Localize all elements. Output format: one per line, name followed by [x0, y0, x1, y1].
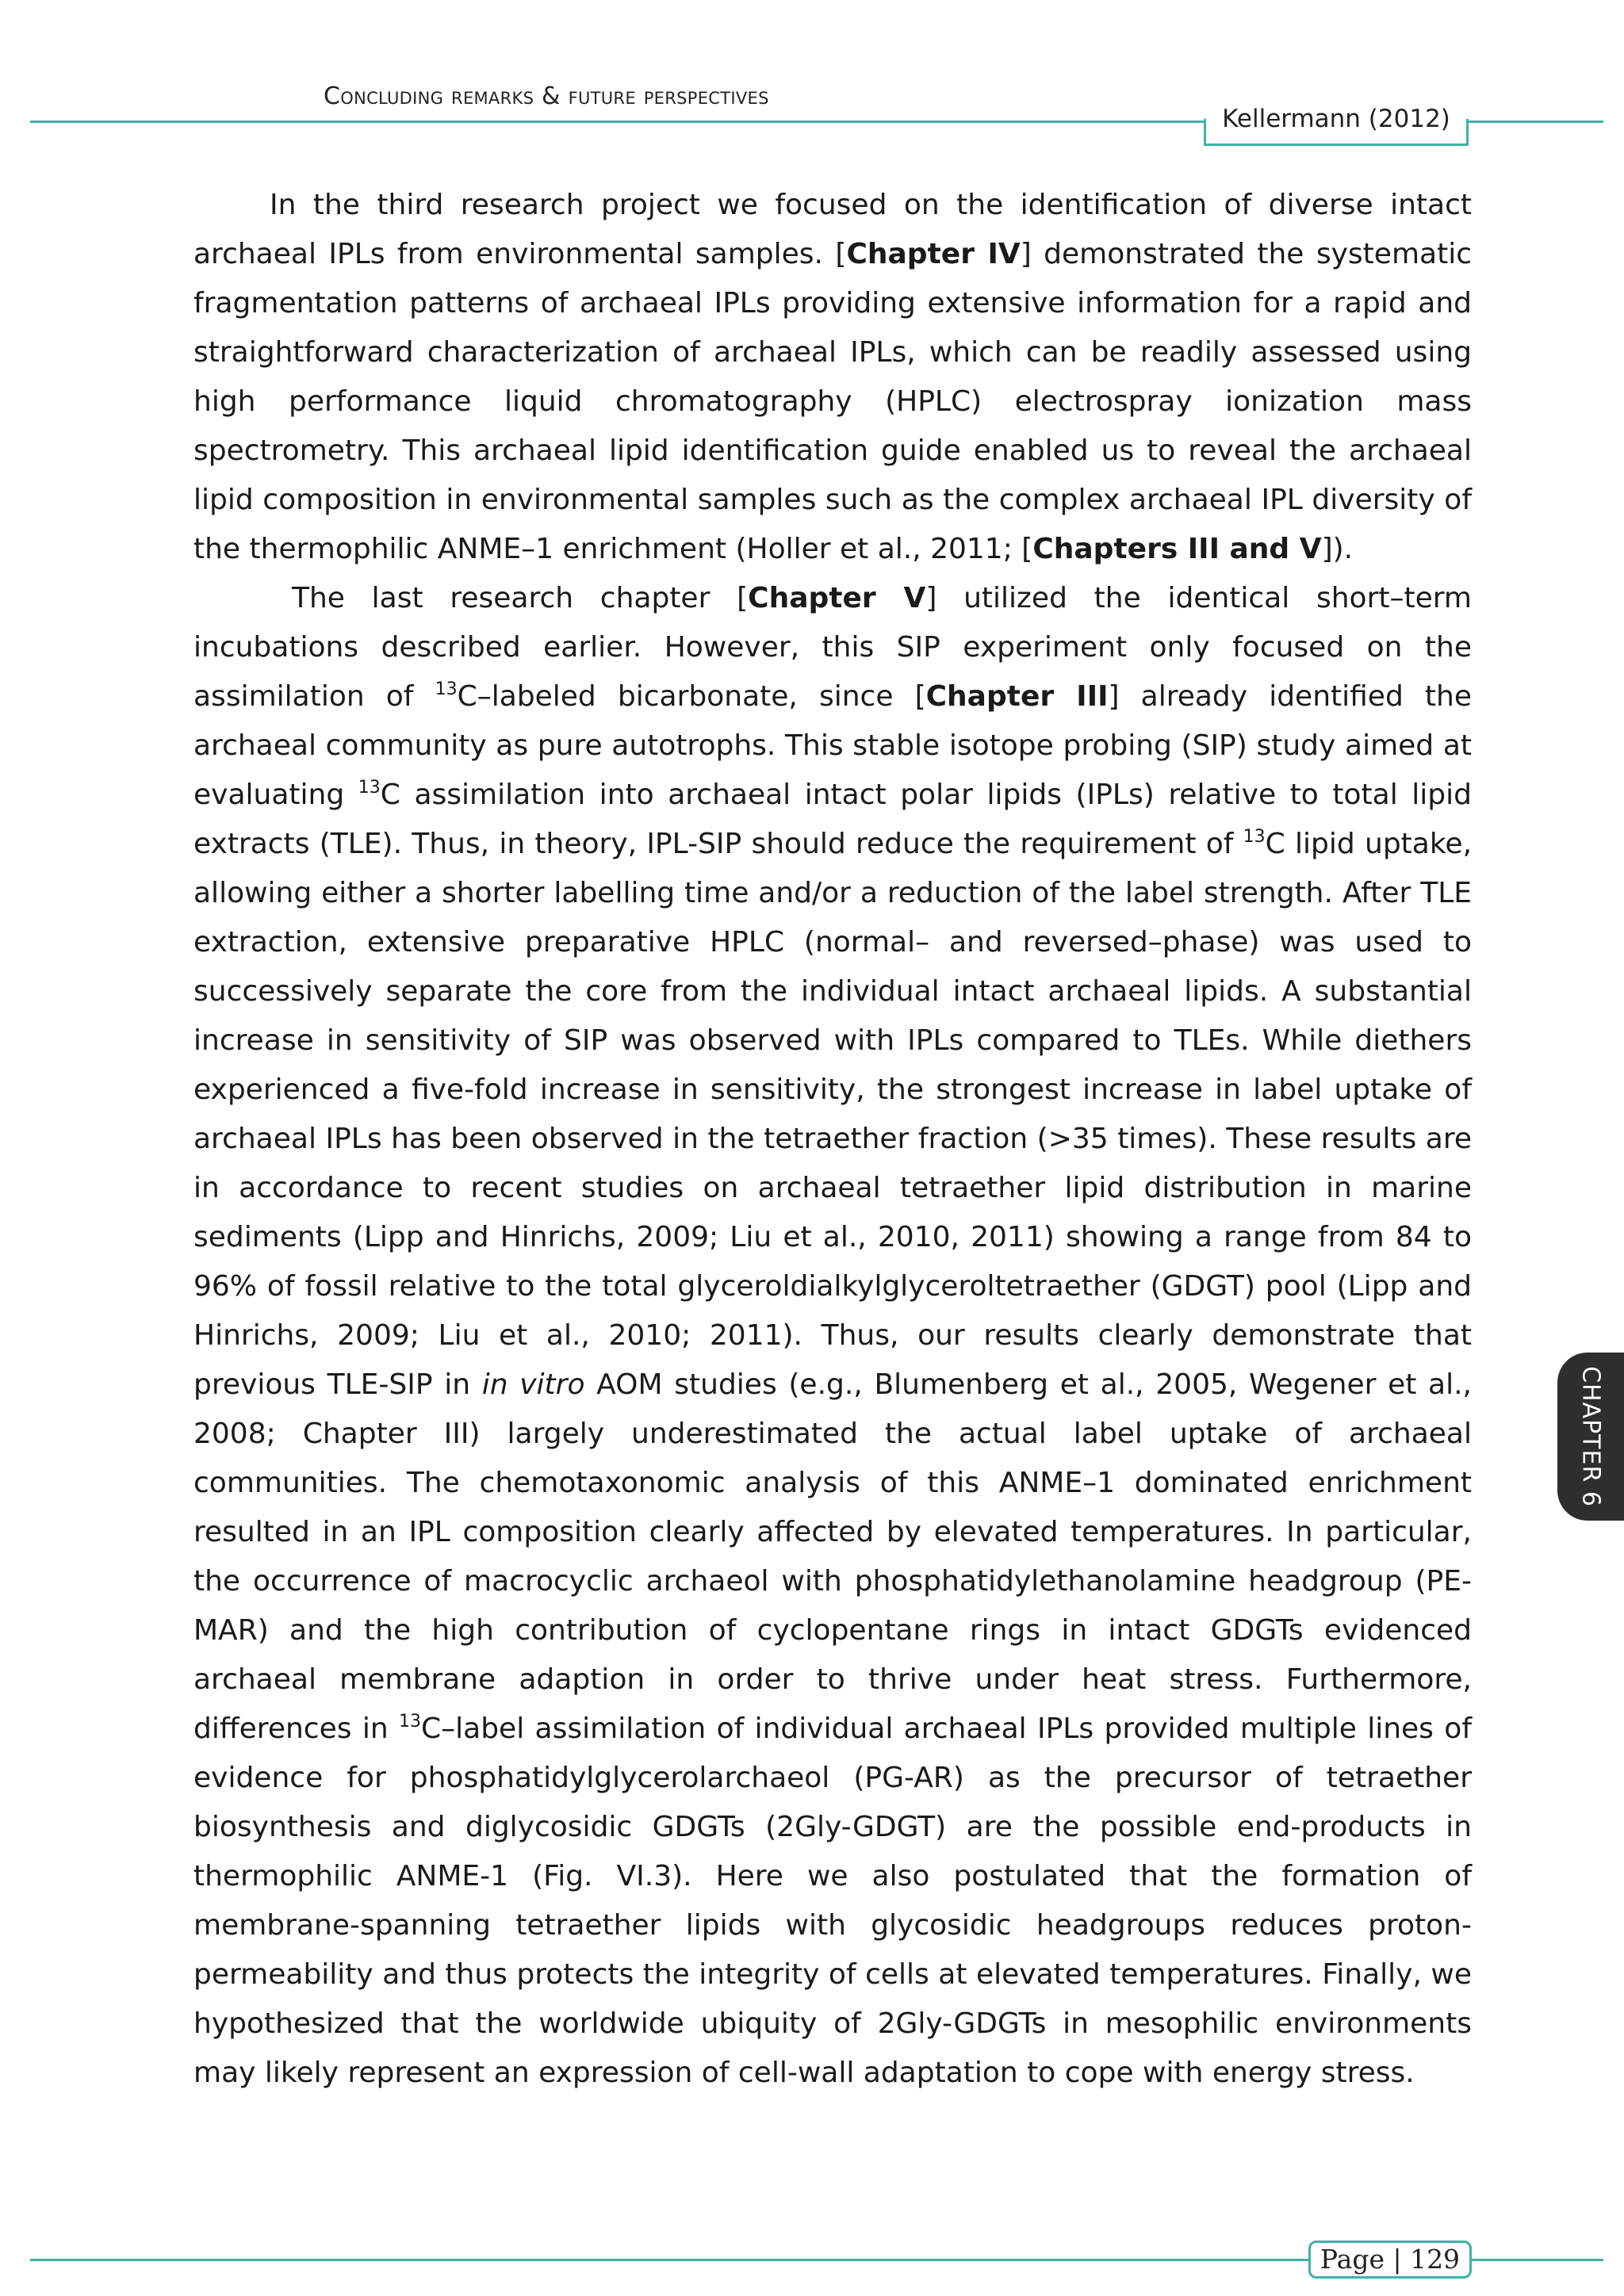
text-run: The last research chapter [ [292, 582, 749, 614]
text-run: In the third research project we focused on the identification of diverse intact archaeal IPLs from environmental samples. [ [193, 189, 1472, 270]
italic-term: in vitro [481, 1368, 585, 1401]
isotope-superscript: 13 [358, 778, 381, 798]
header-words-1: oncluding remarks [340, 82, 534, 110]
header-rule-right [1469, 121, 1603, 123]
text-run: ] utilized the identical short–term incubations described earlier. However, this SIP experiment only focused on the assimilation of [193, 582, 1472, 713]
footer-rule-right [1472, 2259, 1603, 2261]
chapter-side-tab [1557, 1353, 1624, 1521]
paragraph-2 [193, 574, 1472, 2098]
footer-rule-left [30, 2259, 1308, 2261]
text-run: ] demonstrated the systematic fragmentation patterns of archaeal IPLs providing extensive information for a rapid and straightforward characterization of archaeal IPLs, which can be readily assessed using high performance liquid chromatography (HPLC) electrospray ionization mass spectrometry. This archaeal lipid identification guide enabled us to reveal the archaeal lipid composition in environmental samples such as the complex archaeal IPL diversity of the thermophilic ANME–1 enrichment (Holler et al., 2011; [ [193, 238, 1472, 565]
text-run: C–label assimilation of individual archaeal IPLs provided multiple lines of evidence for phosphatidylglycerolarchaeol (PG-AR) as the precursor of tetraether biosynthesis and diglycosidic GDGTs (2Gly-GDGT) are the possible end-products in thermophilic ANME-1 (Fig. VI.3). Here we also postulated that the formation of membrane-spanning tetraether lipids with glycosidic headgroups reduces proton-permeability and thus protects the integrity of cells at elevated temperatures. Finally, we hypothesized that the worldwide ubiquity of 2Gly-GDGTs in mesophilic environments may likely represent an expression of cell-wall adaptation to cope with energy stress. [193, 1712, 1472, 2089]
text-run: ]). [1321, 533, 1354, 565]
chapter-reference: Chapter IV [846, 238, 1021, 270]
isotope-superscript: 13 [435, 679, 458, 699]
text-run: AOM studies (e.g., Blumenberg et al., 2005, Wegener et al., 2008; Chapter III) largely underestimated the actual label uptake of archaeal communities. The chemotaxonomic analysis of this ANME–1 dominated enrichment resulted in an IPL composition clearly affected by elevated temperatures. In particular, the occurrence of macrocyclic archaeol with phosphatidylethanolamine headgroup (PE-MAR) and the high contribution of cyclopentane rings in intact GDGTs evidenced archaeal membrane adaption in order to thrive under heat stress. Furthermore, differences in [193, 1368, 1472, 1745]
chapter-reference: Chapter V [748, 582, 926, 614]
chapter-reference: Chapter III [925, 680, 1109, 713]
isotope-superscript: 13 [399, 1712, 421, 1732]
text-run: C–labeled bicarbonate, since [ [457, 680, 926, 713]
running-header [324, 82, 769, 110]
page-number: Page | 129 [1308, 2241, 1472, 2279]
text-run: ] already identified the archaeal community as pure autotrophs. This stable isotope probing (SIP) study aimed at evaluating [193, 680, 1472, 811]
header-initial: C [324, 82, 341, 110]
header-rule-left [30, 121, 1205, 123]
text-run: C assimilation into archaeal intact polar lipids (IPLs) relative to total lipid extracts (TLE). Thus, in theory, IPL-SIP should reduce the requirement of [193, 779, 1472, 860]
isotope-superscript: 13 [1243, 827, 1266, 847]
text-run: C lipid uptake, allowing either a shorter labelling time and/or a reduction of the label strength. After TLE extraction, extensive preparative HPLC (normal– and reversed–phase) was used to successively separate the core from the individual intact archaeal lipids. A substantial increase in sensitivity of SIP was observed with IPLs compared to TLEs. While diethers experienced a five-fold increase in sensitivity, the strongest increase in label uptake of archaeal IPLs has been observed in the tetraether fraction (>35 times). These results are in accordance to recent studies on archaeal tetraether lipid distribution in marine sediments (Lipp and Hinrichs, 2009; Liu et al., 2010, 2011) showing a range from 84 to 96% of fossil relative to the total glyceroldialkylglyceroltetraether (GDGT) pool (Lipp and Hinrichs, 2009; Liu et al., 2010; 2011). Thus, our results clearly demonstrate that previous TLE-SIP in [193, 828, 1473, 1401]
paragraph-1 [193, 181, 1472, 574]
body-text [193, 181, 1472, 2098]
running-author: Kellermann (2012) [1222, 105, 1450, 133]
header-ampersand: & [534, 82, 569, 110]
chapter-tab-label: CHAPTER 6 [1576, 1366, 1605, 1507]
header-words-2: future perspectives [568, 82, 769, 110]
chapter-reference: Chapters III and V [1032, 533, 1322, 565]
